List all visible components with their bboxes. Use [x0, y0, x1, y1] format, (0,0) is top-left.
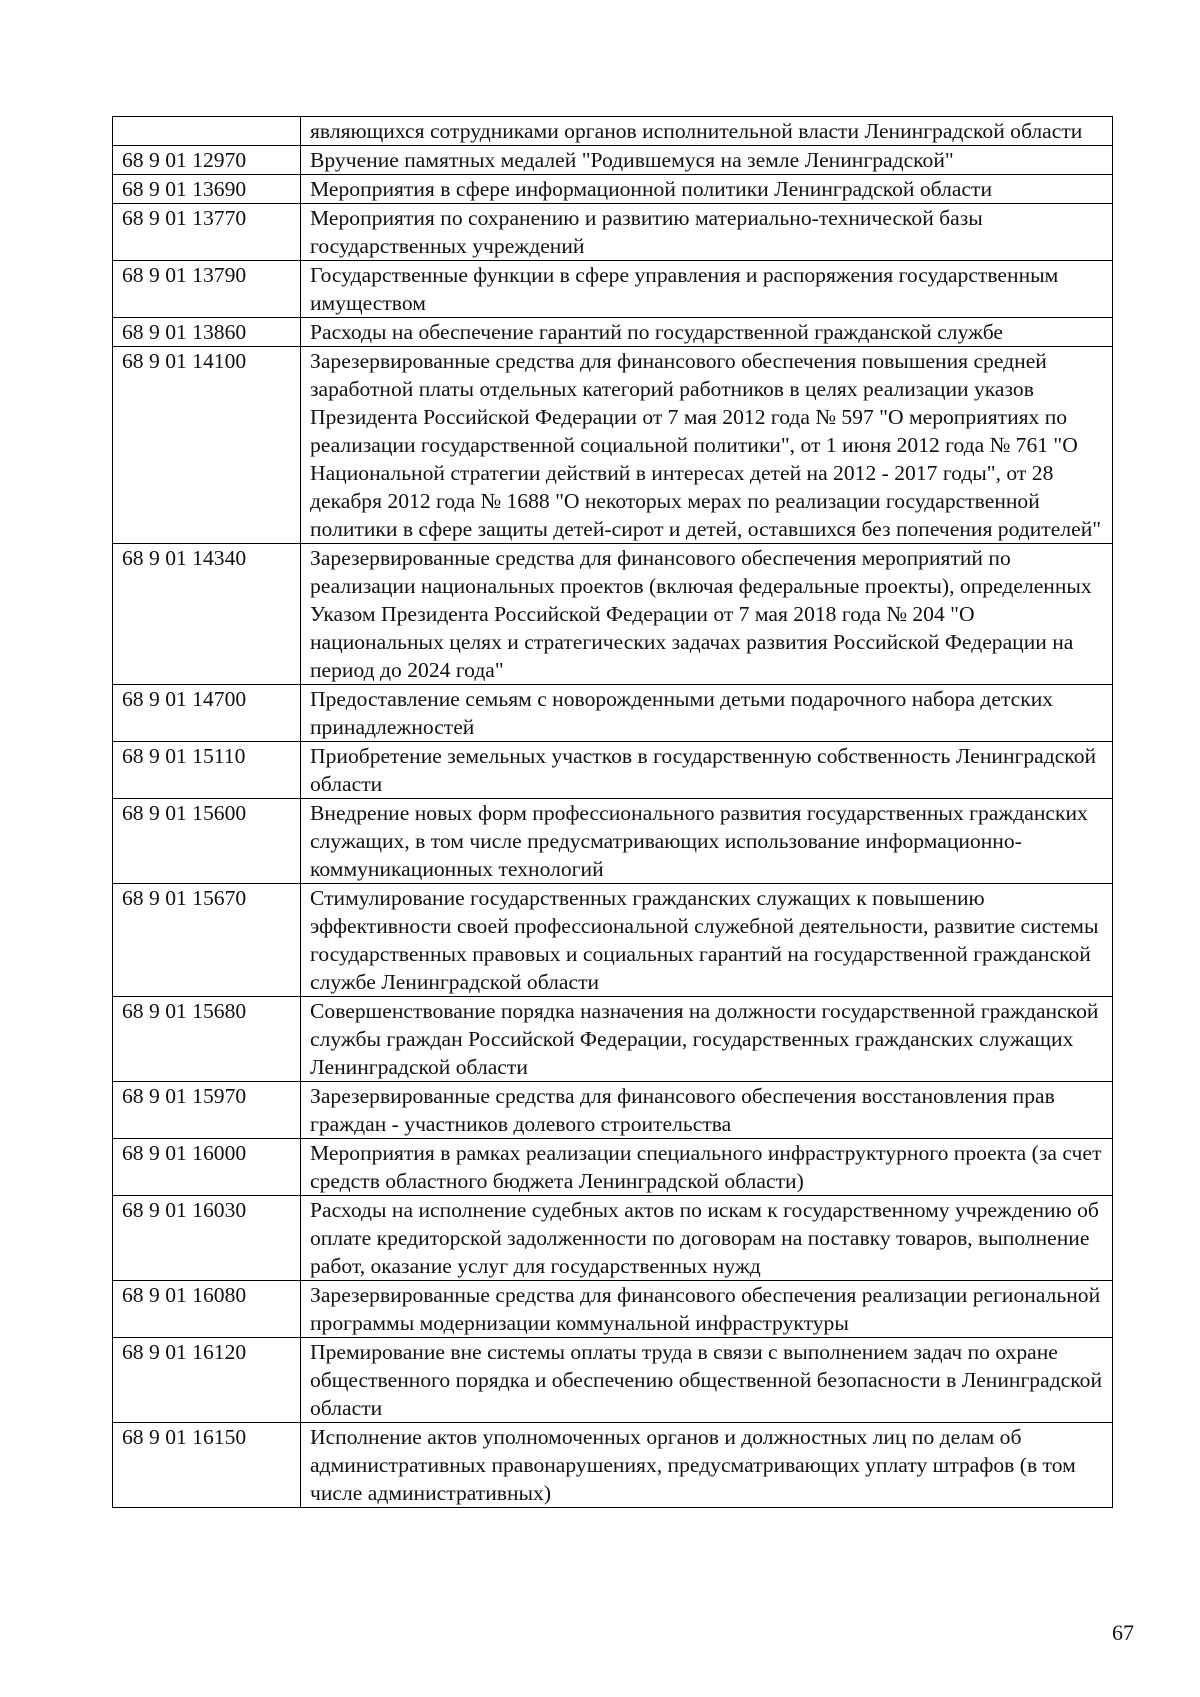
description-cell: Предоставление семьям с новорожденными детьми подарочного набора детских принадлежностей	[301, 685, 1113, 742]
code-cell: 68 9 01 16030	[113, 1196, 301, 1281]
code-cell: 68 9 01 16000	[113, 1139, 301, 1196]
code-cell: 68 9 01 15600	[113, 799, 301, 884]
table-row	[113, 799, 1113, 884]
code-cell: 68 9 01 16150	[113, 1423, 301, 1508]
description-cell: Совершенствование порядка назначения на должности государственной гражданской службы граждан Российской Федерации, государственных гражданских служащих Ленинградской области	[301, 997, 1113, 1082]
code-cell: 68 9 01 15680	[113, 997, 301, 1082]
code-cell: 68 9 01 13770	[113, 204, 301, 261]
description-cell: являющихся сотрудниками органов исполнительной власти Ленинградской области	[301, 117, 1113, 146]
table-row	[113, 1082, 1113, 1139]
description-cell: Премирование вне системы оплаты труда в связи с выполнением задач по охране общественного порядка и обеспечению общественной безопасности в Ленинградской области	[301, 1338, 1113, 1423]
table-row	[113, 997, 1113, 1082]
description-cell: Мероприятия в рамках реализации специального инфраструктурного проекта (за счет средств областного бюджета Ленинградской области)	[301, 1139, 1113, 1196]
description-cell: Мероприятия по сохранению и развитию материально-технической базы государственных учреждений	[301, 204, 1113, 261]
description-cell: Зарезервированные средства для финансового обеспечения повышения средней заработной платы отдельных категорий работников в целях реализации указов Президента Российской Федерации от 7 мая 2012 года № 597 "О мероприятиях по реализации государственной социальной политики", от 1 июня 2012 года № 761 "О Национальной стратегии действий в интересах детей на 2012 - 2017 годы", от 28 декабря 2012 года № 1688 "О некоторых мерах по реализации государственной политики в сфере защиты детей-сирот и детей, оставшихся без попечения родителей"	[301, 347, 1113, 544]
description-cell: Зарезервированные средства для финансового обеспечения реализации региональной программы модернизации коммунальной инфраструктуры	[301, 1281, 1113, 1338]
code-cell	[113, 117, 301, 146]
code-cell: 68 9 01 13790	[113, 261, 301, 318]
table-row	[113, 146, 1113, 175]
description-cell: Исполнение актов уполномоченных органов и должностных лиц по делам об административных правонарушениях, предусматривающих уплату штрафов (в том числе административных)	[301, 1423, 1113, 1508]
description-cell: Мероприятия в сфере информационной политики Ленинградской области	[301, 175, 1113, 204]
table-row	[113, 347, 1113, 544]
description-cell: Внедрение новых форм профессионального развития государственных гражданских служащих, в том числе предусматривающих использование информационно-коммуникационных технологий	[301, 799, 1113, 884]
table-row	[113, 544, 1113, 685]
code-cell: 68 9 01 14340	[113, 544, 301, 685]
code-cell: 68 9 01 12970	[113, 146, 301, 175]
code-cell: 68 9 01 15970	[113, 1082, 301, 1139]
description-cell: Расходы на исполнение судебных актов по искам к государственному учреждению об оплате кредиторской задолженности по договорам на поставку товаров, выполнение работ, оказание услуг для государственных нужд	[301, 1196, 1113, 1281]
code-cell: 68 9 01 15670	[113, 884, 301, 997]
table-row	[113, 1281, 1113, 1338]
description-cell: Государственные функции в сфере управления и распоряжения государственным имуществом	[301, 261, 1113, 318]
code-cell: 68 9 01 16120	[113, 1338, 301, 1423]
budget-codes-table	[112, 116, 1113, 1508]
page-number: 67	[1112, 1620, 1134, 1645]
table-row	[113, 175, 1113, 204]
description-cell: Расходы на обеспечение гарантий по государственной гражданской службе	[301, 318, 1113, 347]
table-row	[113, 117, 1113, 146]
description-cell: Стимулирование государственных гражданских служащих к повышению эффективности своей профессиональной служебной деятельности, развитие системы государственных правовых и социальных гарантий на государственной гражданской службе Ленинградской области	[301, 884, 1113, 997]
code-cell: 68 9 01 16080	[113, 1281, 301, 1338]
description-cell: Приобретение земельных участков в государственную собственность Ленинградской области	[301, 742, 1113, 799]
table-body	[113, 117, 1113, 1508]
description-cell: Вручение памятных медалей "Родившемуся на земле Ленинградской"	[301, 146, 1113, 175]
description-cell: Зарезервированные средства для финансового обеспечения мероприятий по реализации национальных проектов (включая федеральные проекты), определенных Указом Президента Российской Федерации от 7 мая 2018 года № 204 "О национальных целях и стратегических задачах развития Российской Федерации на период до 2024 года"	[301, 544, 1113, 685]
code-cell: 68 9 01 13690	[113, 175, 301, 204]
table-row	[113, 1196, 1113, 1281]
table-row	[113, 742, 1113, 799]
table-row	[113, 1423, 1113, 1508]
table-row	[113, 1139, 1113, 1196]
code-cell: 68 9 01 13860	[113, 318, 301, 347]
table-row	[113, 884, 1113, 997]
table-row	[113, 685, 1113, 742]
code-cell: 68 9 01 14700	[113, 685, 301, 742]
table-row	[113, 318, 1113, 347]
table-row	[113, 204, 1113, 261]
table-row	[113, 1338, 1113, 1423]
description-cell: Зарезервированные средства для финансового обеспечения восстановления прав граждан - участников долевого строительства	[301, 1082, 1113, 1139]
code-cell: 68 9 01 15110	[113, 742, 301, 799]
table-row	[113, 261, 1113, 318]
code-cell: 68 9 01 14100	[113, 347, 301, 544]
